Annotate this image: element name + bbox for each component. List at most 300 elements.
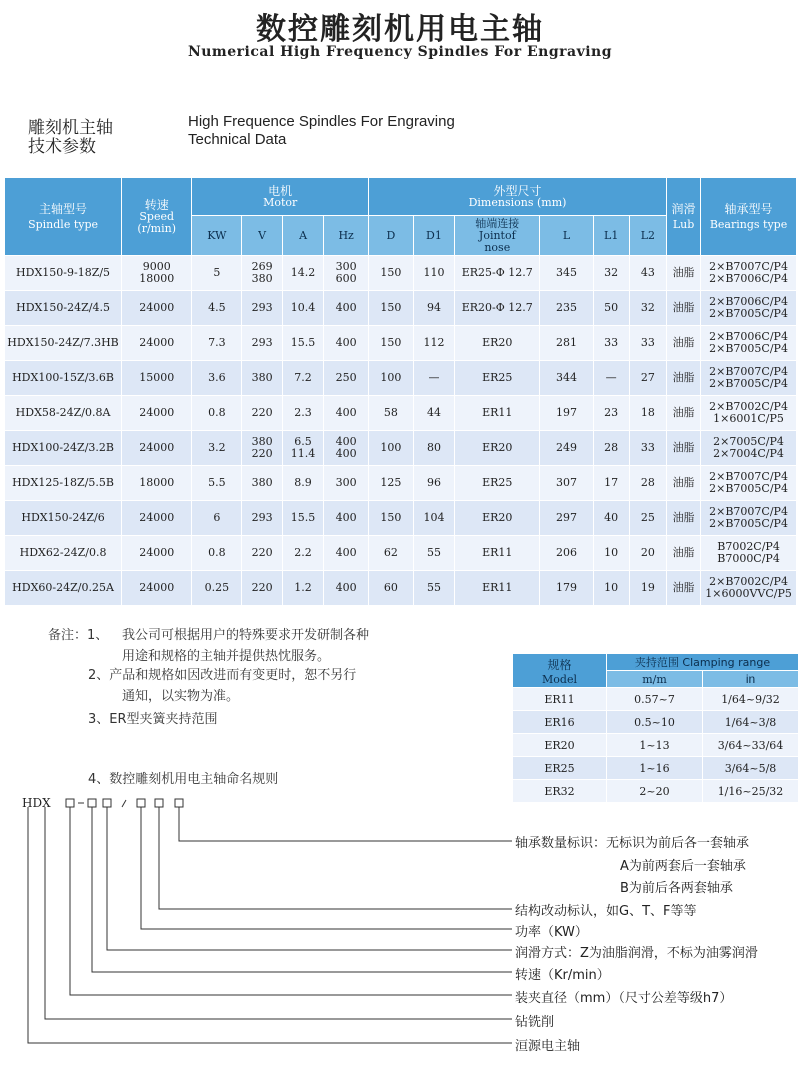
cell-d1: 110 bbox=[413, 256, 455, 291]
cell-l1: 17 bbox=[593, 466, 629, 501]
cell-a-1: 10.4 bbox=[290, 301, 316, 314]
cell-bearing-1: 2×B7002C/P4 bbox=[709, 575, 788, 588]
header-v: V bbox=[242, 216, 282, 256]
clamp-header-model bbox=[513, 654, 607, 688]
header-speed-cn: 转速 bbox=[144, 197, 169, 212]
cell-kw: 5 bbox=[192, 256, 242, 291]
cell-speed-1: 24000 bbox=[139, 546, 175, 559]
cell-hz bbox=[324, 431, 369, 466]
naming-box-6 bbox=[175, 799, 183, 807]
header-l: L bbox=[540, 216, 593, 256]
cell-v bbox=[242, 291, 282, 326]
note-3: 3、ER型夹簧夹持范围 bbox=[88, 712, 218, 727]
cell-a-1: 8.9 bbox=[294, 476, 312, 489]
table-row bbox=[5, 431, 797, 466]
cell-v-1: 269 bbox=[251, 260, 273, 273]
cell-bearing-1: 2×B7007C/P4 bbox=[709, 365, 788, 378]
cell-kw: 6 bbox=[192, 501, 242, 536]
cell-l: 206 bbox=[540, 536, 593, 571]
cell-v bbox=[242, 536, 282, 571]
cell-bearing-2: 1×6001C/P5 bbox=[713, 412, 784, 425]
cell-bearing-1: 2×7005C/P4 bbox=[713, 435, 784, 448]
cell-kw: 0.8 bbox=[192, 396, 242, 431]
cell-v bbox=[242, 501, 282, 536]
cell-d: 150 bbox=[369, 256, 414, 291]
header-nose bbox=[455, 216, 540, 256]
cell-d: 150 bbox=[369, 291, 414, 326]
cell-nose: ER20 bbox=[455, 326, 540, 361]
cell-d: 100 bbox=[369, 361, 414, 396]
cell-l1: 28 bbox=[593, 431, 629, 466]
cell-speed bbox=[122, 571, 192, 606]
cell-lub: 油脂 bbox=[667, 326, 701, 361]
cell-l1: 23 bbox=[593, 396, 629, 431]
cell-kw: 3.6 bbox=[192, 361, 242, 396]
header-dimensions-cn: 外型尺寸 bbox=[493, 183, 542, 198]
cell-v bbox=[242, 431, 282, 466]
table-row bbox=[5, 501, 797, 536]
cell-l: 345 bbox=[540, 256, 593, 291]
cell-a-1: 1.2 bbox=[294, 581, 312, 594]
header-nose-en1: Jointof bbox=[478, 228, 516, 242]
header-lub bbox=[667, 178, 701, 256]
header-motor-en: Motor bbox=[263, 195, 298, 209]
cell-speed-1: 18000 bbox=[139, 476, 175, 489]
header-l2: L2 bbox=[629, 216, 666, 256]
cell-hz bbox=[324, 571, 369, 606]
cell-l1: 10 bbox=[593, 536, 629, 571]
cell-bearing-2: 2×B7005C/P4 bbox=[709, 377, 788, 390]
cell-hz-1: 300 bbox=[335, 260, 357, 273]
cell-bearing-2: 2×B7005C/P4 bbox=[709, 307, 788, 320]
cell-v-2: 380 bbox=[251, 272, 273, 285]
cell-speed bbox=[122, 291, 192, 326]
cell-a bbox=[282, 466, 324, 501]
cell-bearing-2: 2×B7005C/P4 bbox=[709, 482, 788, 495]
cell-hz bbox=[324, 501, 369, 536]
clamp-cell-model: ER32 bbox=[513, 780, 607, 803]
table-row bbox=[5, 571, 797, 606]
clamp-header-model-cn: 规格 bbox=[547, 657, 572, 672]
table-row bbox=[5, 466, 797, 501]
cell-hz-1: 400 bbox=[335, 511, 357, 524]
cell-l2: 20 bbox=[629, 536, 666, 571]
cell-hz bbox=[324, 326, 369, 361]
cell-bearing-1: B7002C/P4 bbox=[717, 540, 780, 553]
cell-model: HDX150-24Z/7.3HB bbox=[5, 326, 122, 361]
cell-l2: 32 bbox=[629, 291, 666, 326]
cell-d: 125 bbox=[369, 466, 414, 501]
cell-speed bbox=[122, 501, 192, 536]
cell-speed bbox=[122, 326, 192, 361]
naming-label-bearings-b: B为前后各两套轴承 bbox=[620, 881, 733, 896]
naming-label-structure: 结构改动标认，如G、T、F等等 bbox=[515, 904, 697, 919]
naming-label-bearings: 轴承数量标识：无标识为前后各一套轴承 bbox=[515, 836, 750, 851]
cell-a-1: 2.2 bbox=[294, 546, 312, 559]
cell-v bbox=[242, 256, 282, 291]
table-row bbox=[5, 396, 797, 431]
cell-l: 179 bbox=[540, 571, 593, 606]
cell-hz-1: 400 bbox=[335, 435, 357, 448]
cell-l2: 43 bbox=[629, 256, 666, 291]
naming-label-brand: 洹源电主轴 bbox=[515, 1039, 581, 1054]
naming-label-power: 功率（KW） bbox=[515, 925, 588, 940]
cell-a bbox=[282, 396, 324, 431]
header-lub-en: Lub bbox=[672, 217, 695, 231]
header-d: D bbox=[369, 216, 414, 256]
note-2-line-b: 通知，以实物为准。 bbox=[122, 689, 240, 704]
clamp-header-model-en: Model bbox=[542, 672, 577, 686]
cell-nose: ER11 bbox=[455, 536, 540, 571]
table-row bbox=[5, 256, 797, 291]
cell-v-1: 220 bbox=[251, 406, 273, 419]
header-hz: Hz bbox=[324, 216, 369, 256]
header-bearings-cn: 轴承型号 bbox=[724, 201, 773, 216]
cell-model: HDX100-15Z/3.6B bbox=[5, 361, 122, 396]
cell-a bbox=[282, 501, 324, 536]
page-subtitle: Numerical High Frequency Spindles For Engraving bbox=[187, 44, 613, 60]
cell-speed-1: 24000 bbox=[139, 581, 175, 594]
cell-bearing-1: 2×B7002C/P4 bbox=[709, 400, 788, 413]
cell-bearings bbox=[701, 501, 797, 536]
cell-lub: 油脂 bbox=[667, 291, 701, 326]
header-dimensions-en: Dimensions (mm) bbox=[468, 195, 567, 209]
naming-label-lubrication: 润滑方式：Z为油脂润滑，不标为油雾润滑 bbox=[515, 946, 758, 961]
cell-bearing-2: B7000C/P4 bbox=[717, 552, 780, 565]
note-1-line-b: 用途和规格的主轴并提供热忱服务。 bbox=[122, 649, 331, 664]
cell-bearing-1: 2×B7006C/P4 bbox=[709, 295, 788, 308]
header-spindle-type-cn: 主轴型号 bbox=[39, 201, 88, 216]
cell-hz-1: 400 bbox=[335, 581, 357, 594]
cell-model: HDX60-24Z/0.25A bbox=[5, 571, 122, 606]
clamp-cell-in: 3/64~5/8 bbox=[703, 757, 799, 780]
cell-l: 281 bbox=[540, 326, 593, 361]
clamp-cell-model: ER25 bbox=[513, 757, 607, 780]
cell-speed-1: 24000 bbox=[139, 336, 175, 349]
cell-a-1: 2.3 bbox=[294, 406, 312, 419]
naming-label-clamp-diameter: 装夹直径（mm）（尺寸公差等级h7） bbox=[515, 991, 733, 1006]
cell-speed-1: 24000 bbox=[139, 406, 175, 419]
cell-v-1: 293 bbox=[251, 301, 273, 314]
cell-l2: 25 bbox=[629, 501, 666, 536]
header-kw: KW bbox=[192, 216, 242, 256]
table-row bbox=[5, 536, 797, 571]
cell-speed-1: 24000 bbox=[139, 441, 175, 454]
section-title-cn-2: 技术参数 bbox=[28, 137, 96, 157]
cell-d1: 44 bbox=[413, 396, 455, 431]
cell-speed bbox=[122, 361, 192, 396]
cell-d1: 96 bbox=[413, 466, 455, 501]
naming-box-4 bbox=[137, 799, 145, 807]
cell-model: HDX150-24Z/6 bbox=[5, 501, 122, 536]
note-1-prefix: 备注：1、 bbox=[48, 628, 109, 643]
cell-bearings bbox=[701, 326, 797, 361]
clamp-cell-mm: 1~13 bbox=[607, 734, 703, 757]
cell-bearings bbox=[701, 571, 797, 606]
cell-d1: 104 bbox=[413, 501, 455, 536]
cell-lub: 油脂 bbox=[667, 501, 701, 536]
cell-d: 100 bbox=[369, 431, 414, 466]
cell-bearings bbox=[701, 431, 797, 466]
cell-kw: 7.3 bbox=[192, 326, 242, 361]
cell-l1: 10 bbox=[593, 571, 629, 606]
cell-bearing-1: 2×B7007C/P4 bbox=[709, 505, 788, 518]
cell-bearings bbox=[701, 361, 797, 396]
cell-l: 235 bbox=[540, 291, 593, 326]
header-motor-cn: 电机 bbox=[268, 183, 293, 198]
header-nose-en2: nose bbox=[484, 240, 511, 254]
cell-nose: ER20-Φ 12.7 bbox=[455, 291, 540, 326]
cell-nose: ER11 bbox=[455, 571, 540, 606]
cell-model: HDX62-24Z/0.8 bbox=[5, 536, 122, 571]
cell-kw: 5.5 bbox=[192, 466, 242, 501]
table-row bbox=[5, 326, 797, 361]
cell-d: 62 bbox=[369, 536, 414, 571]
cell-bearings bbox=[701, 466, 797, 501]
cell-model: HDX58-24Z/0.8A bbox=[5, 396, 122, 431]
cell-hz-1: 400 bbox=[335, 546, 357, 559]
cell-lub: 油脂 bbox=[667, 361, 701, 396]
cell-hz bbox=[324, 361, 369, 396]
clamp-header-in: in bbox=[703, 671, 799, 688]
header-nose-cn: 轴端连接 bbox=[475, 216, 520, 230]
cell-lub: 油脂 bbox=[667, 466, 701, 501]
cell-nose: ER25 bbox=[455, 361, 540, 396]
cell-nose: ER11 bbox=[455, 396, 540, 431]
cell-bearing-2: 2×B7005C/P4 bbox=[709, 517, 788, 530]
cell-l2: 18 bbox=[629, 396, 666, 431]
cell-a-1: 15.5 bbox=[290, 511, 316, 524]
cell-bearing-1: 2×B7007C/P4 bbox=[709, 470, 788, 483]
cell-l2: 33 bbox=[629, 326, 666, 361]
cell-v-1: 380 bbox=[251, 371, 273, 384]
cell-v-1: 220 bbox=[251, 581, 273, 594]
clamp-header-mm: m/m bbox=[607, 671, 703, 688]
header-bearings bbox=[701, 178, 797, 256]
cell-bearing-2: 1×6000VVC/P5 bbox=[705, 587, 792, 600]
cell-a bbox=[282, 326, 324, 361]
cell-a bbox=[282, 256, 324, 291]
cell-a-1: 15.5 bbox=[290, 336, 316, 349]
cell-a bbox=[282, 571, 324, 606]
cell-l1: — bbox=[593, 361, 629, 396]
header-spindle-type-en: Spindle type bbox=[28, 217, 99, 231]
cell-l: 197 bbox=[540, 396, 593, 431]
cell-lub: 油脂 bbox=[667, 256, 701, 291]
cell-d1: 55 bbox=[413, 571, 455, 606]
cell-model: HDX150-9-18Z/5 bbox=[5, 256, 122, 291]
cell-hz-1: 400 bbox=[335, 301, 357, 314]
cell-l2: 19 bbox=[629, 571, 666, 606]
cell-bearings bbox=[701, 291, 797, 326]
section-title-cn-1: 雕刻机主轴 bbox=[28, 118, 113, 138]
cell-l: 344 bbox=[540, 361, 593, 396]
cell-a bbox=[282, 431, 324, 466]
cell-d1: 55 bbox=[413, 536, 455, 571]
cell-hz bbox=[324, 536, 369, 571]
naming-prefix: HDX bbox=[22, 796, 51, 810]
section-title-en-1: High Frequence Spindles For Engraving bbox=[188, 113, 455, 130]
cell-d: 58 bbox=[369, 396, 414, 431]
naming-box-3 bbox=[103, 799, 111, 807]
clamp-cell-model: ER11 bbox=[513, 688, 607, 711]
naming-box-5 bbox=[155, 799, 163, 807]
cell-d1: 112 bbox=[413, 326, 455, 361]
cell-bearing-2: 2×7004C/P4 bbox=[713, 447, 784, 460]
section-title-en-2: Technical Data bbox=[188, 131, 287, 148]
cell-hz-1: 300 bbox=[335, 476, 357, 489]
clamp-header-row-1 bbox=[513, 654, 799, 671]
cell-v-1: 293 bbox=[251, 511, 273, 524]
cell-lub: 油脂 bbox=[667, 396, 701, 431]
cell-a-1: 7.2 bbox=[294, 371, 312, 384]
cell-bearing-1: 2×B7006C/P4 bbox=[709, 330, 788, 343]
cell-speed-2: 18000 bbox=[139, 272, 175, 285]
header-l1: L1 bbox=[593, 216, 629, 256]
table-row bbox=[5, 361, 797, 396]
cell-d: 150 bbox=[369, 326, 414, 361]
cell-lub: 油脂 bbox=[667, 431, 701, 466]
clamp-row bbox=[513, 757, 799, 780]
cell-nose: ER25-Φ 12.7 bbox=[455, 256, 540, 291]
header-bearings-en: Bearings type bbox=[709, 217, 788, 231]
clamp-row bbox=[513, 734, 799, 757]
cell-hz-1: 400 bbox=[335, 406, 357, 419]
cell-speed bbox=[122, 536, 192, 571]
cell-kw: 3.2 bbox=[192, 431, 242, 466]
clamp-cell-model: ER16 bbox=[513, 711, 607, 734]
cell-a bbox=[282, 361, 324, 396]
cell-lub: 油脂 bbox=[667, 571, 701, 606]
clamp-cell-in: 1/64~9/32 bbox=[703, 688, 799, 711]
note-4: 4、数控雕刻机用电主轴命名规则 bbox=[88, 772, 279, 787]
table-row bbox=[5, 291, 797, 326]
cell-speed-1: 15000 bbox=[139, 371, 175, 384]
cell-bearings bbox=[701, 396, 797, 431]
cell-hz bbox=[324, 396, 369, 431]
cell-bearing-1: 2×B7007C/P4 bbox=[709, 260, 788, 273]
cell-speed bbox=[122, 466, 192, 501]
cell-hz-2: 400 bbox=[335, 447, 357, 460]
cell-v bbox=[242, 326, 282, 361]
header-speed-en: Speed bbox=[139, 209, 175, 223]
header-spindle-type bbox=[5, 178, 122, 256]
cell-model: HDX100-24Z/3.2B bbox=[5, 431, 122, 466]
naming-box-2 bbox=[88, 799, 96, 807]
clamp-cell-mm: 0.57~7 bbox=[607, 688, 703, 711]
cell-hz bbox=[324, 291, 369, 326]
cell-d1: — bbox=[413, 361, 455, 396]
cell-hz-1: 400 bbox=[335, 336, 357, 349]
clamp-cell-mm: 2~20 bbox=[607, 780, 703, 803]
cell-l2: 27 bbox=[629, 361, 666, 396]
cell-lub: 油脂 bbox=[667, 536, 701, 571]
cell-a bbox=[282, 536, 324, 571]
cell-l: 297 bbox=[540, 501, 593, 536]
cell-v-1: 293 bbox=[251, 336, 273, 349]
cell-a-1: 6.5 bbox=[294, 435, 312, 448]
cell-v bbox=[242, 466, 282, 501]
cell-speed-1: 9000 bbox=[142, 260, 171, 273]
cell-l1: 40 bbox=[593, 501, 629, 536]
table-header-row-1 bbox=[5, 178, 797, 216]
cell-a bbox=[282, 291, 324, 326]
cell-speed-1: 24000 bbox=[139, 301, 175, 314]
cell-a-2: 11.4 bbox=[290, 447, 316, 460]
cell-kw: 0.25 bbox=[192, 571, 242, 606]
cell-speed-1: 24000 bbox=[139, 511, 175, 524]
cell-v-1: 380 bbox=[251, 435, 273, 448]
cell-d1: 80 bbox=[413, 431, 455, 466]
cell-l1: 50 bbox=[593, 291, 629, 326]
cell-v-1: 380 bbox=[251, 476, 273, 489]
cell-model: HDX150-24Z/4.5 bbox=[5, 291, 122, 326]
cell-bearing-2: 2×B7006C/P4 bbox=[709, 272, 788, 285]
cell-d: 150 bbox=[369, 501, 414, 536]
cell-v bbox=[242, 361, 282, 396]
cell-v-2: 220 bbox=[251, 447, 273, 460]
spec-table bbox=[4, 177, 797, 606]
clamp-cell-in: 1/64~3/8 bbox=[703, 711, 799, 734]
naming-label-drill-mill: 钻铣削 bbox=[515, 1015, 555, 1030]
cell-v bbox=[242, 396, 282, 431]
cell-l2: 33 bbox=[629, 431, 666, 466]
clamping-table bbox=[512, 653, 799, 803]
header-dimensions bbox=[369, 178, 667, 216]
header-speed bbox=[122, 178, 192, 256]
clamp-cell-mm: 1~16 bbox=[607, 757, 703, 780]
cell-hz-2: 600 bbox=[335, 272, 357, 285]
cell-speed bbox=[122, 256, 192, 291]
cell-v-1: 220 bbox=[251, 546, 273, 559]
cell-a-1: 14.2 bbox=[290, 266, 316, 279]
note-2-line-a: 2、产品和规格如因改进而有变更时，恕不另行 bbox=[88, 668, 357, 683]
cell-d: 60 bbox=[369, 571, 414, 606]
header-d1: D1 bbox=[413, 216, 455, 256]
naming-label-bearings-a: A为前两套后一套轴承 bbox=[620, 859, 746, 874]
cell-d1: 94 bbox=[413, 291, 455, 326]
note-1-line-a: 我公司可根据用户的特殊要求开发研制各种 bbox=[122, 628, 370, 643]
cell-kw: 0.8 bbox=[192, 536, 242, 571]
clamp-header-range: 夹持范围 Clamping range bbox=[607, 654, 799, 671]
header-a: A bbox=[282, 216, 324, 256]
cell-l1: 33 bbox=[593, 326, 629, 361]
naming-label-speed: 转速（Kr/min） bbox=[515, 968, 610, 983]
clamp-cell-in: 3/64~33/64 bbox=[703, 734, 799, 757]
cell-nose: ER25 bbox=[455, 466, 540, 501]
cell-bearings bbox=[701, 256, 797, 291]
cell-l: 307 bbox=[540, 466, 593, 501]
cell-speed bbox=[122, 431, 192, 466]
cell-l1: 32 bbox=[593, 256, 629, 291]
cell-bearings bbox=[701, 536, 797, 571]
page-title: 数控雕刻机用电主轴 bbox=[256, 12, 544, 47]
header-lub-cn: 润滑 bbox=[671, 201, 696, 216]
clamp-cell-in: 1/16~25/32 bbox=[703, 780, 799, 803]
clamp-cell-model: ER20 bbox=[513, 734, 607, 757]
header-speed-unit: (r/min) bbox=[137, 221, 177, 235]
cell-l2: 28 bbox=[629, 466, 666, 501]
cell-l: 249 bbox=[540, 431, 593, 466]
cell-hz bbox=[324, 466, 369, 501]
cell-nose: ER20 bbox=[455, 501, 540, 536]
clamp-cell-mm: 0.5~10 bbox=[607, 711, 703, 734]
naming-box-1 bbox=[66, 799, 74, 807]
cell-model: HDX125-18Z/5.5B bbox=[5, 466, 122, 501]
cell-nose: ER20 bbox=[455, 431, 540, 466]
cell-speed bbox=[122, 396, 192, 431]
cell-hz bbox=[324, 256, 369, 291]
